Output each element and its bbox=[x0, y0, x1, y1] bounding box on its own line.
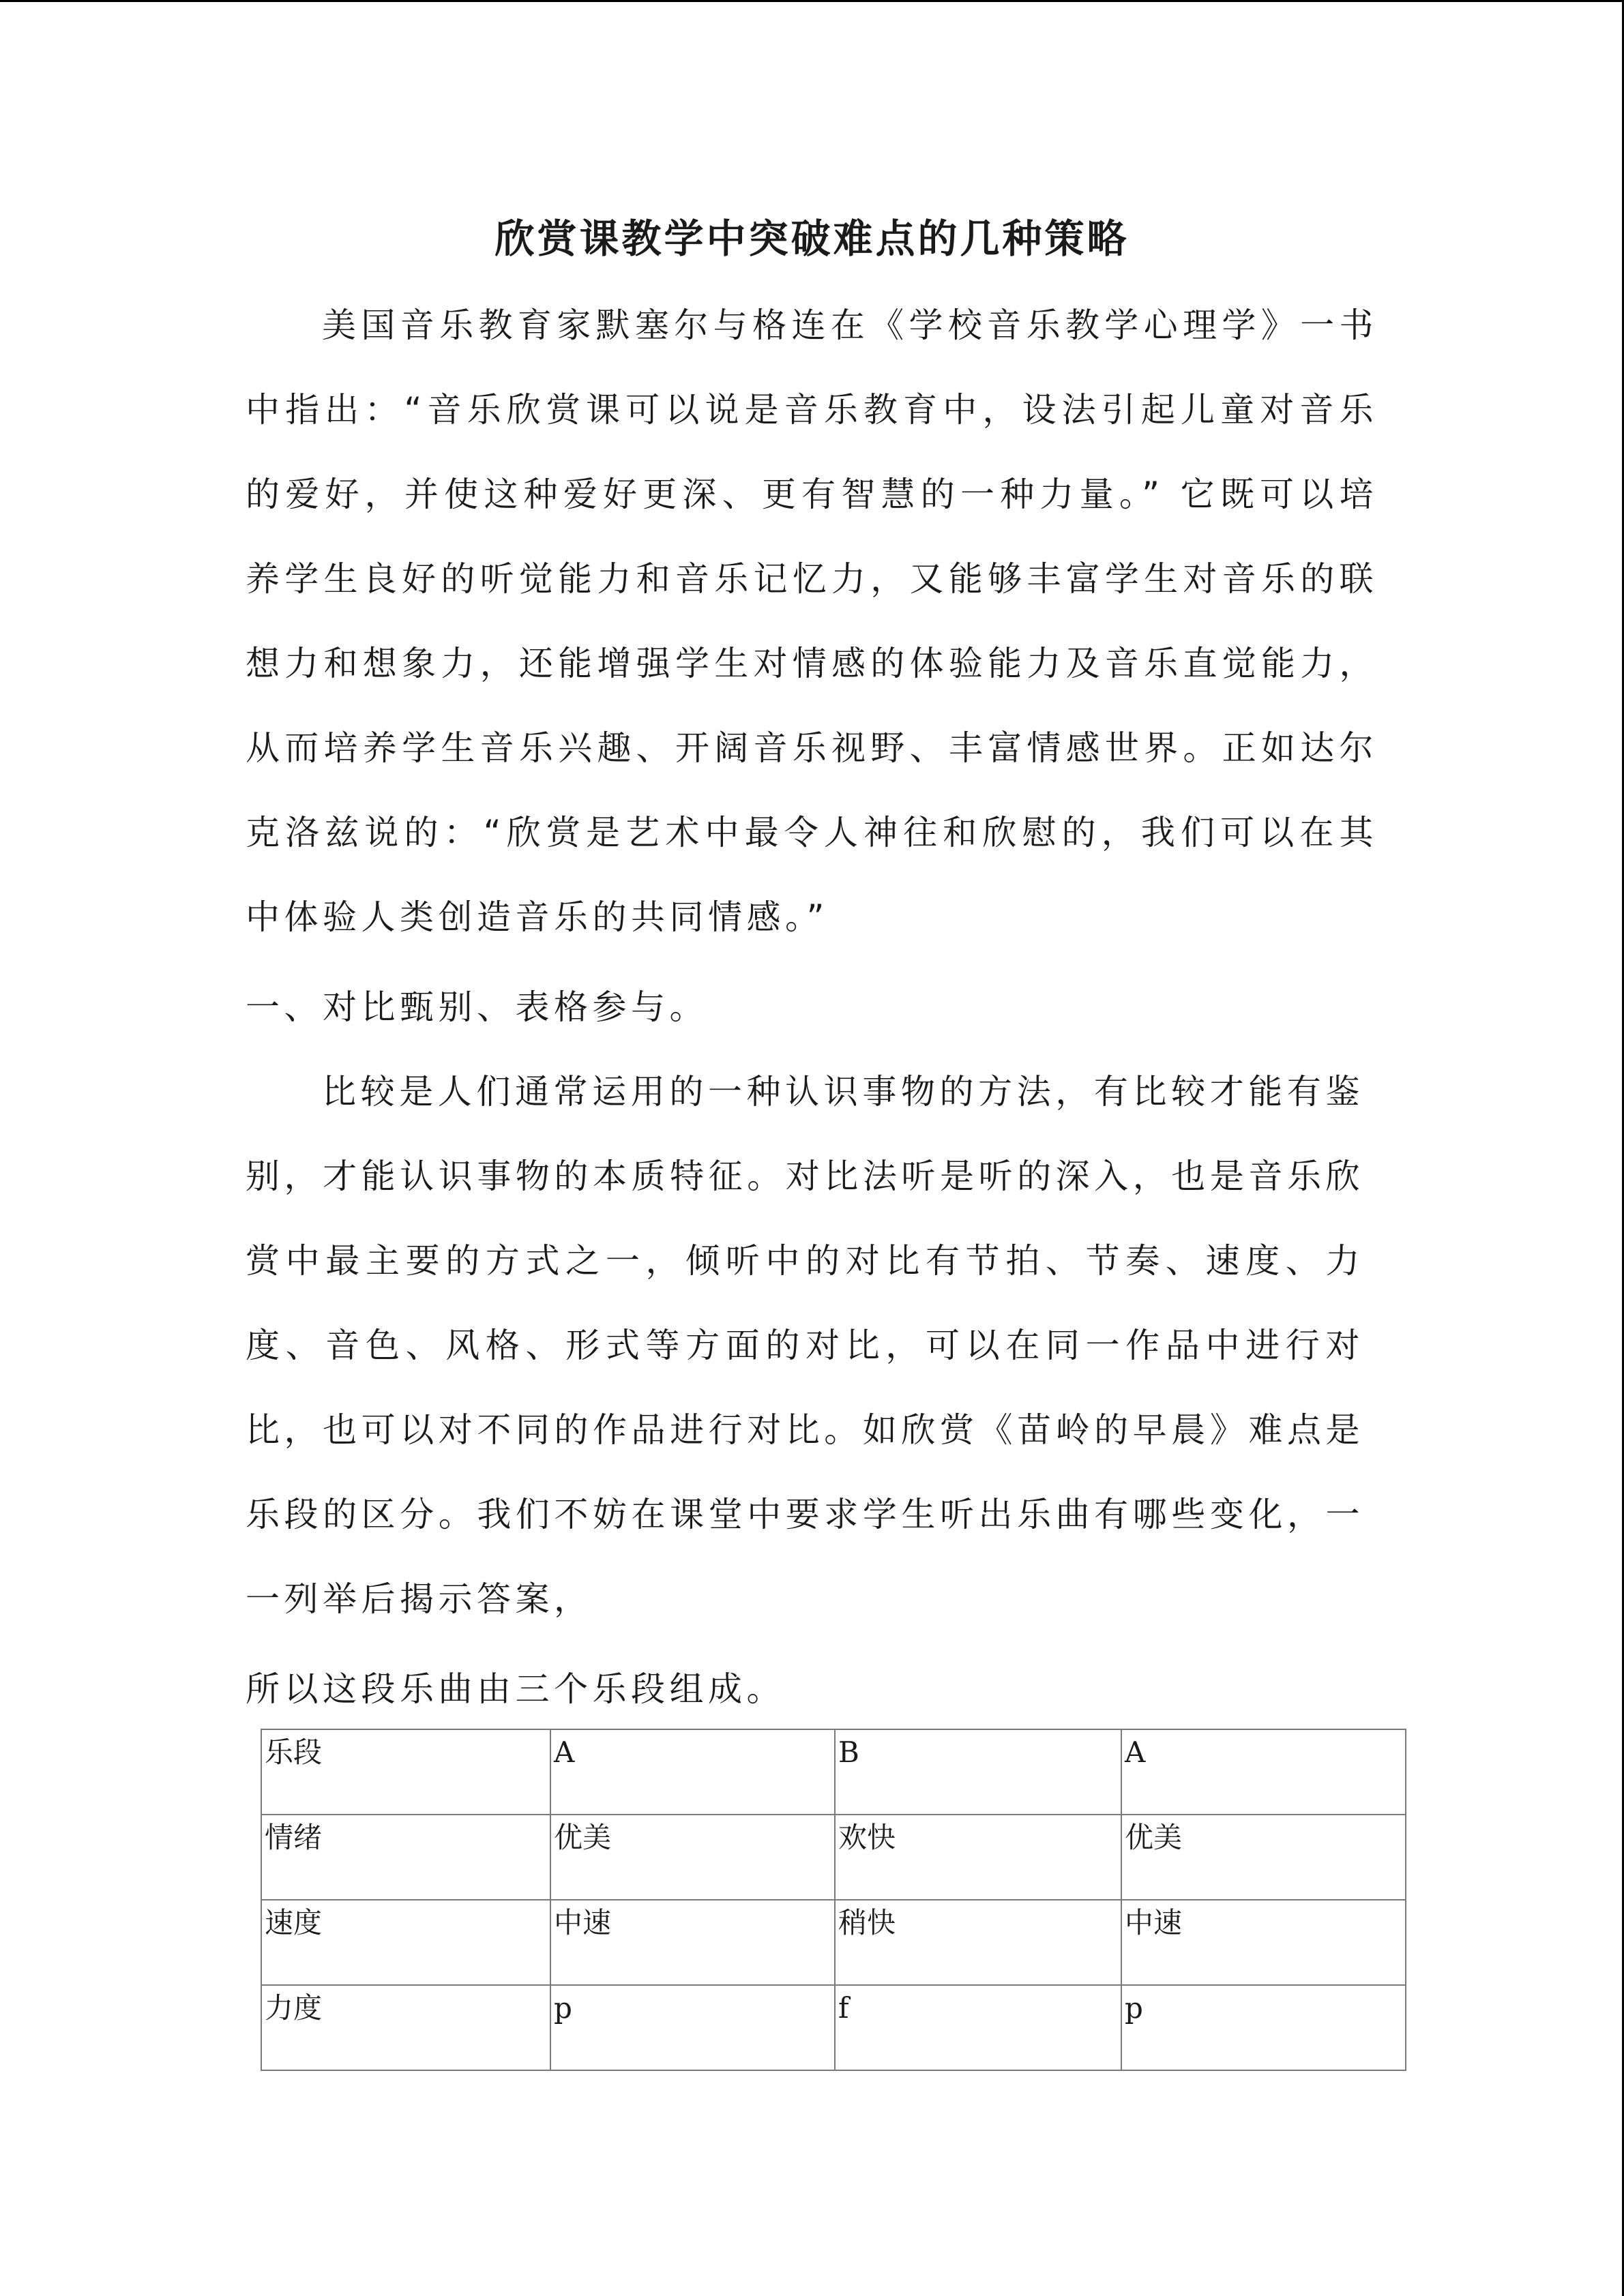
table-cell: 力度 bbox=[261, 1985, 550, 2070]
intro-paragraph: 美国音乐教育家默塞尔与格连在《学校音乐教学心理学》一书中指出：“音乐欣赏课可以说是音乐教育中，设法引起儿童对音乐的爱好，并使这种爱好更深、更有智慧的一种力量。” 它既可以培养学生良好的听觉能力和音乐记忆力，又能够丰富学生对音乐的联想力和想象力，还能增强学生对情感的体验能力及音乐直觉能力，从而培养学生音乐兴趣、开阔音乐视野、丰富情感世界。正如达尔克洛兹说的：“欣赏是艺术中最令人神往和欣慰的，我们可以在其中体验人类创造音乐的共同情感。” bbox=[246, 305, 1378, 937]
table-cell: 速度 bbox=[261, 1900, 550, 1985]
table-cell: A bbox=[1121, 1729, 1406, 1815]
table-row bbox=[261, 1985, 1406, 2070]
table-cell: p bbox=[550, 1985, 835, 2070]
table-cell: 优美 bbox=[1121, 1815, 1406, 1900]
table-cell: 中速 bbox=[1121, 1900, 1406, 1985]
table-cell: A bbox=[550, 1729, 835, 1815]
table-cell: p bbox=[1121, 1985, 1406, 2070]
document-title: 欣赏课教学中突破难点的几种策略 bbox=[494, 215, 1130, 262]
table-row bbox=[261, 1900, 1406, 1985]
music-segment-table bbox=[261, 1729, 1406, 2071]
table-cell: 优美 bbox=[550, 1815, 835, 1900]
table-row bbox=[261, 1729, 1406, 1815]
page-border-top bbox=[0, 0, 1624, 2]
table-row bbox=[261, 1815, 1406, 1900]
comparison-paragraph: 比较是人们通常运用的一种认识事物的方法，有比较才能有鉴别，才能认识事物的本质特征。对比法听是听的深入，也是音乐欣赏中最主要的方式之一，倾听中的对比有节拍、节奏、速度、力度、音色、风格、形式等方面的对比，可以在同一作品中进行对比，也可以对不同的作品进行对比。如欣赏《苗岭的早晨》难点是乐段的区分。我们不妨在课堂中要求学生听出乐曲有哪些变化，一一列举后揭示答案， bbox=[246, 1072, 1364, 1619]
table-cell: f bbox=[835, 1985, 1121, 2070]
section-heading: 一、对比甄别、表格参与。 bbox=[246, 987, 708, 1027]
table-cell: 中速 bbox=[550, 1900, 835, 1985]
table-cell: 情绪 bbox=[261, 1815, 550, 1900]
table-cell: 欢快 bbox=[835, 1815, 1121, 1900]
table-cell: 稍快 bbox=[835, 1900, 1121, 1985]
summary-paragraph: 所以这段乐曲由三个乐段组成。 bbox=[246, 1669, 785, 1709]
table-cell: 乐段 bbox=[261, 1729, 550, 1815]
table-cell: B bbox=[835, 1729, 1121, 1815]
